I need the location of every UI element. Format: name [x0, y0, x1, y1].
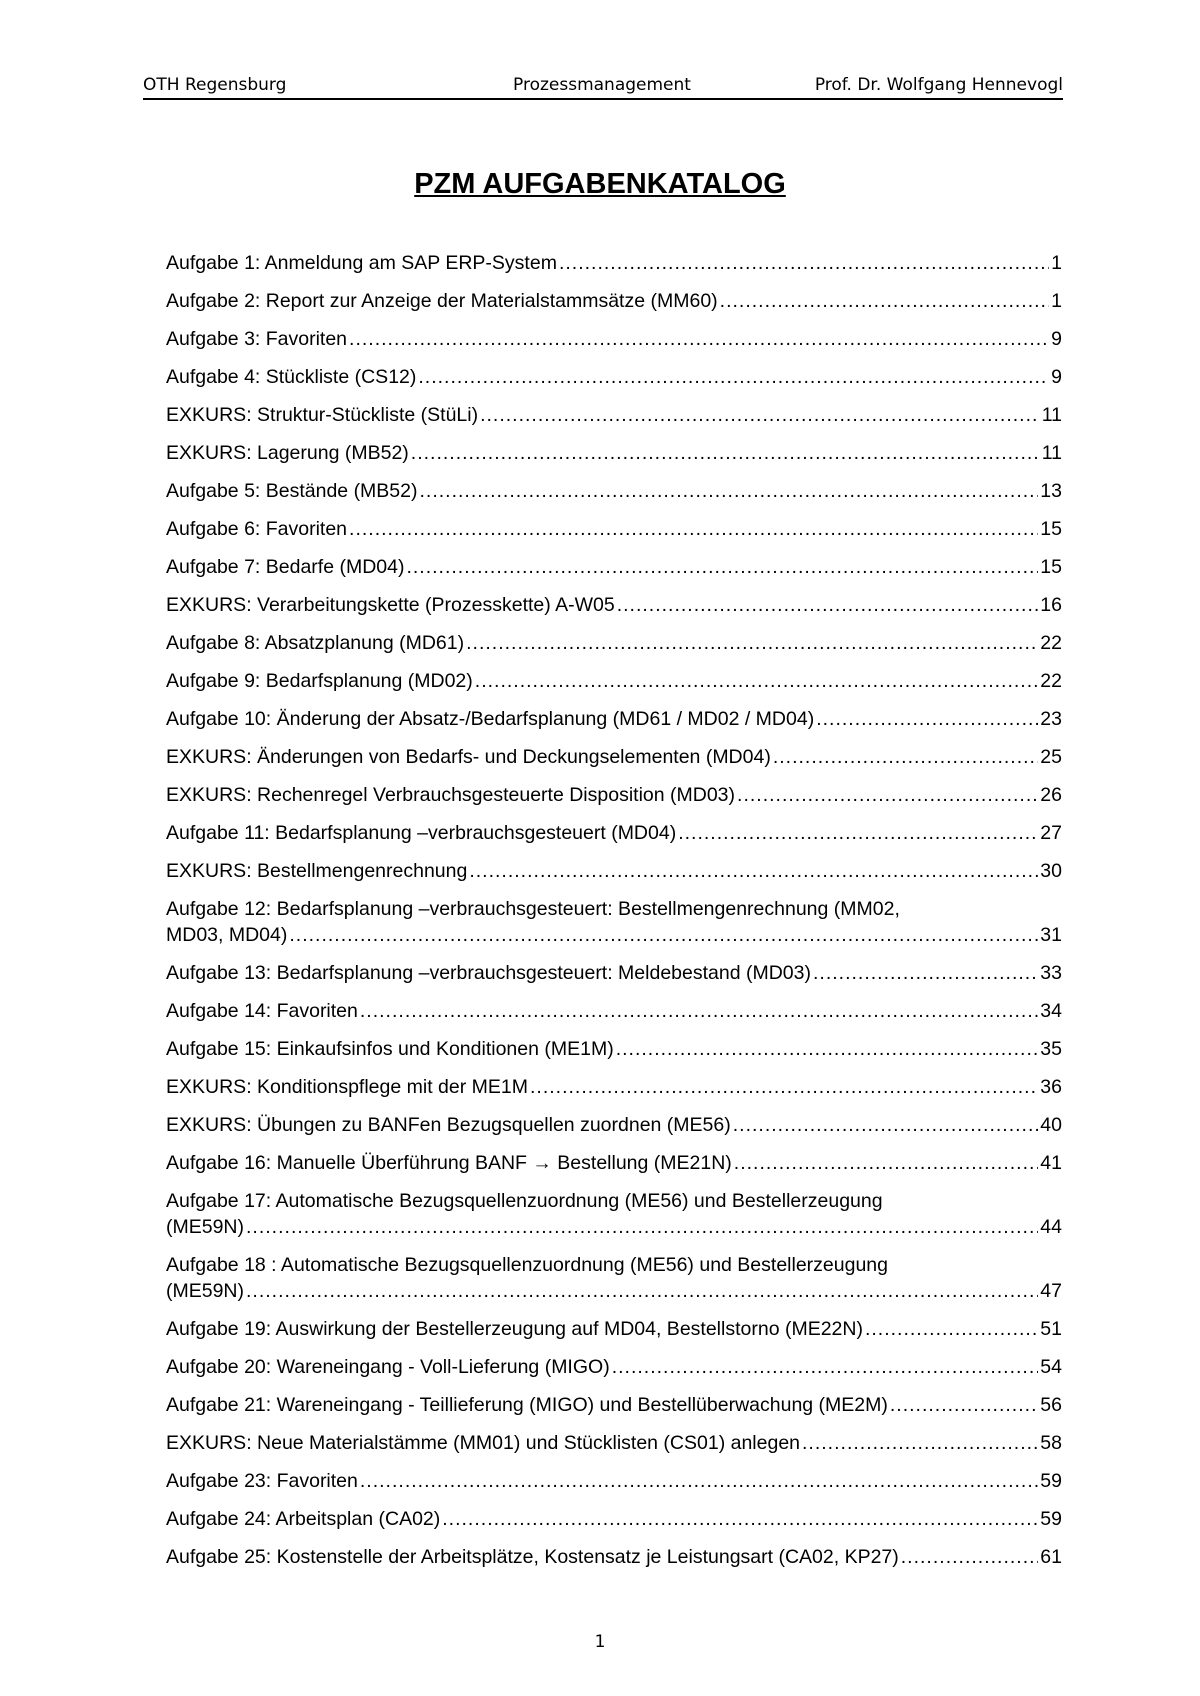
toc-entry[interactable] [166, 1432, 1062, 1470]
toc-leader-dots [246, 1280, 1038, 1303]
toc-entry[interactable] [166, 708, 1062, 746]
toc-leader-dots [360, 1470, 1038, 1493]
toc-leader-dots [466, 632, 1038, 655]
toc-entry-page: 54 [1040, 1356, 1062, 1378]
toc-entry-title: Aufgabe 3: Favoriten [166, 328, 348, 350]
toc-entry[interactable] [166, 252, 1062, 290]
toc-entry-page: 9 [1051, 366, 1062, 388]
toc-entry[interactable] [166, 1038, 1062, 1076]
toc-entry-title: Aufgabe 4: Stückliste (CS12) [166, 366, 417, 388]
toc-entry-title: Aufgabe 14: Favoriten [166, 1000, 358, 1022]
header-course: Prozessmanagement [513, 75, 691, 95]
toc-leader-dots [733, 1114, 1039, 1137]
toc-entry-title: Aufgabe 21: Wareneingang - Teillieferung (MIGO) und Bestellüberwachung (ME2M) [166, 1394, 888, 1416]
toc-entry[interactable] [166, 1318, 1062, 1356]
toc-entry-page: 61 [1040, 1546, 1062, 1568]
toc-entry[interactable] [166, 962, 1062, 1000]
toc-entry[interactable] [166, 1470, 1062, 1508]
toc-entry-title: Aufgabe 8: Absatzplanung (MD61) [166, 632, 465, 654]
toc-leader-dots [411, 442, 1040, 465]
header-author: Prof. Dr. Wolfgang Hennevogl [814, 75, 1063, 95]
toc-leader-dots [469, 860, 1038, 883]
toc-entry[interactable] [166, 556, 1062, 594]
toc-entry-page: 34 [1040, 1000, 1062, 1022]
toc-entry-page: 56 [1040, 1394, 1062, 1416]
toc-entry[interactable] [166, 746, 1062, 784]
toc-entry-title: Aufgabe 10: Änderung der Absatz-/Bedarfsplanung (MD61 / MD02 / MD04) [166, 708, 815, 730]
page-title: PZM AUFGABENKATALOG [414, 168, 786, 200]
toc-entry[interactable] [166, 632, 1062, 670]
toc-entry-title: (ME59N) [166, 1280, 245, 1302]
toc-entry-page: 26 [1040, 784, 1062, 806]
toc-leader-dots [813, 962, 1038, 985]
toc-entry-page: 1 [1051, 290, 1062, 312]
toc-entry-page: 33 [1040, 962, 1062, 984]
toc-entry[interactable] [166, 1190, 1062, 1254]
toc-entry-title: Aufgabe 24: Arbeitsplan (CA02) [166, 1508, 441, 1530]
toc-entry[interactable] [166, 442, 1062, 480]
toc-leader-dots [773, 746, 1038, 769]
toc-entry-page: 40 [1040, 1114, 1062, 1136]
toc-entry-title: EXKURS: Änderungen von Bedarfs- und Deckungselementen (MD04) [166, 746, 771, 768]
toc-entry-title: Aufgabe 1: Anmeldung am SAP ERP-System [166, 252, 557, 274]
toc-entry[interactable] [166, 1546, 1062, 1584]
toc-entry-title: Aufgabe 15: Einkaufsinfos und Konditionen (ME1M) [166, 1038, 614, 1060]
toc-leader-dots [360, 1000, 1038, 1023]
toc-entry-page: 31 [1040, 924, 1062, 946]
toc-entry-page: 1 [1051, 252, 1062, 274]
toc-entry-title: Aufgabe 9: Bedarfsplanung (MD02) [166, 670, 473, 692]
toc-leader-dots [530, 1076, 1038, 1099]
toc-entry[interactable] [166, 366, 1062, 404]
toc-entry-title: EXKURS: Rechenregel Verbrauchsgesteuerte Disposition (MD03) [166, 784, 736, 806]
toc-entry-title: Aufgabe 5: Bestände (MB52) [166, 480, 418, 502]
toc-leader-dots [865, 1318, 1038, 1341]
toc-leader-dots [289, 924, 1038, 947]
toc-entry[interactable] [166, 1114, 1062, 1152]
toc-entry[interactable] [166, 1000, 1062, 1038]
page-header [143, 74, 1063, 100]
toc-entry[interactable] [166, 328, 1062, 366]
toc-entry-page: 15 [1040, 518, 1062, 540]
toc-leader-dots [678, 822, 1038, 845]
toc-leader-dots [406, 556, 1038, 579]
toc-leader-dots [349, 328, 1049, 351]
toc-entry-page: 13 [1040, 480, 1062, 502]
toc-entry-title: Aufgabe 16: Manuelle Überführung BANF → Bestellung (ME21N) [166, 1152, 732, 1174]
toc-leader-dots [612, 1356, 1039, 1379]
toc-entry-title: MD03, MD04) [166, 924, 288, 946]
toc-entry-page: 30 [1040, 860, 1062, 882]
toc-leader-dots [616, 1038, 1039, 1061]
toc-entry-page: 22 [1040, 632, 1062, 654]
toc-leader-dots [816, 708, 1038, 731]
toc-entry-page: 22 [1040, 670, 1062, 692]
toc-leader-dots [475, 670, 1039, 693]
toc-entry-page: 58 [1040, 1432, 1062, 1454]
toc-entry[interactable] [166, 1394, 1062, 1432]
toc-entry-line1: Aufgabe 18 : Automatische Bezugsquellenzuordnung (ME56) und Bestellerzeugung [166, 1254, 888, 1276]
toc-entry-page: 35 [1040, 1038, 1062, 1060]
toc-leader-dots [617, 594, 1039, 617]
toc-entry-title: Aufgabe 25: Kostenstelle der Arbeitsplätze, Kostensatz je Leistungsart (CA02, KP27) [166, 1546, 899, 1568]
toc-entry-page: 27 [1040, 822, 1062, 844]
toc-entry-title: EXKURS: Neue Materialstämme (MM01) und Stücklisten (CS01) anlegen [166, 1432, 801, 1454]
toc-leader-dots [890, 1394, 1038, 1417]
toc-entry-line1: Aufgabe 17: Automatische Bezugsquellenzuordnung (ME56) und Bestellerzeugung [166, 1190, 883, 1212]
toc-entry-title: Aufgabe 6: Favoriten [166, 518, 348, 540]
toc-entry[interactable] [166, 1076, 1062, 1114]
toc-entry[interactable] [166, 480, 1062, 518]
toc-entry-page: 36 [1040, 1076, 1062, 1098]
toc-entry-line1: Aufgabe 12: Bedarfsplanung –verbrauchsgesteuert: Bestellmengenrechnung (MM02, [166, 898, 900, 920]
toc-entry[interactable] [166, 1356, 1062, 1394]
toc-entry-page: 59 [1040, 1508, 1062, 1530]
toc-entry-title: EXKURS: Konditionspflege mit der ME1M [166, 1076, 528, 1098]
table-of-contents [166, 252, 1062, 1584]
toc-leader-dots [480, 404, 1040, 427]
toc-entry[interactable] [166, 404, 1062, 442]
toc-leader-dots [246, 1216, 1038, 1239]
toc-entry-title: Aufgabe 19: Auswirkung der Bestellerzeugung auf MD04, Bestellstorno (ME22N) [166, 1318, 863, 1340]
toc-leader-dots [418, 366, 1049, 389]
toc-entry-title: Aufgabe 2: Report zur Anzeige der Materialstammsätze (MM60) [166, 290, 718, 312]
toc-entry-page: 11 [1041, 404, 1062, 426]
toc-entry-title: EXKURS: Struktur-Stückliste (StüLi) [166, 404, 479, 426]
toc-entry-page: 9 [1051, 328, 1062, 350]
toc-entry-title: Aufgabe 11: Bedarfsplanung –verbrauchsgesteuert (MD04) [166, 822, 677, 844]
toc-entry-title: EXKURS: Übungen zu BANFen Bezugsquellen zuordnen (ME56) [166, 1114, 731, 1136]
toc-entry[interactable] [166, 518, 1062, 556]
toc-entry-title: Aufgabe 20: Wareneingang - Voll-Lieferung (MIGO) [166, 1356, 610, 1378]
toc-leader-dots [559, 252, 1049, 275]
toc-entry-page: 16 [1040, 594, 1062, 616]
toc-entry[interactable] [166, 1254, 1062, 1318]
toc-leader-dots [420, 480, 1039, 503]
header-institution: OTH Regensburg [143, 75, 287, 95]
toc-entry-title: EXKURS: Lagerung (MB52) [166, 442, 409, 464]
toc-entry[interactable] [166, 822, 1062, 860]
page-number: 1 [594, 1632, 606, 1652]
toc-entry-page: 15 [1040, 556, 1062, 578]
toc-entry-page: 23 [1040, 708, 1062, 730]
toc-leader-dots [901, 1546, 1039, 1569]
toc-entry-page: 25 [1040, 746, 1062, 768]
toc-entry[interactable] [166, 860, 1062, 898]
toc-entry-page: 59 [1040, 1470, 1062, 1492]
toc-entry[interactable] [166, 290, 1062, 328]
toc-leader-dots [737, 784, 1038, 807]
toc-entry[interactable] [166, 594, 1062, 632]
toc-leader-dots [720, 290, 1049, 313]
toc-entry-page: 44 [1040, 1216, 1062, 1238]
toc-entry[interactable] [166, 670, 1062, 708]
toc-leader-dots [802, 1432, 1038, 1455]
toc-entry-title: EXKURS: Verarbeitungskette (Prozesskette) A-W05 [166, 594, 615, 616]
toc-entry[interactable] [166, 1152, 1062, 1190]
toc-entry[interactable] [166, 898, 1062, 962]
toc-leader-dots [442, 1508, 1038, 1531]
toc-entry-page: 47 [1040, 1280, 1062, 1302]
toc-leader-dots [734, 1152, 1039, 1175]
toc-entry[interactable] [166, 1508, 1062, 1546]
toc-entry-title: Aufgabe 7: Bedarfe (MD04) [166, 556, 405, 578]
toc-leader-dots [349, 518, 1038, 541]
toc-entry-page: 11 [1041, 442, 1062, 464]
toc-entry-page: 41 [1040, 1152, 1062, 1174]
toc-entry-title: Aufgabe 13: Bedarfsplanung –verbrauchsgesteuert: Meldebestand (MD03) [166, 962, 811, 984]
toc-entry-page: 51 [1040, 1318, 1062, 1340]
toc-entry-title: Aufgabe 23: Favoriten [166, 1470, 358, 1492]
toc-entry-title: (ME59N) [166, 1216, 245, 1238]
toc-entry-title: EXKURS: Bestellmengenrechnung [166, 860, 468, 882]
toc-entry[interactable] [166, 784, 1062, 822]
